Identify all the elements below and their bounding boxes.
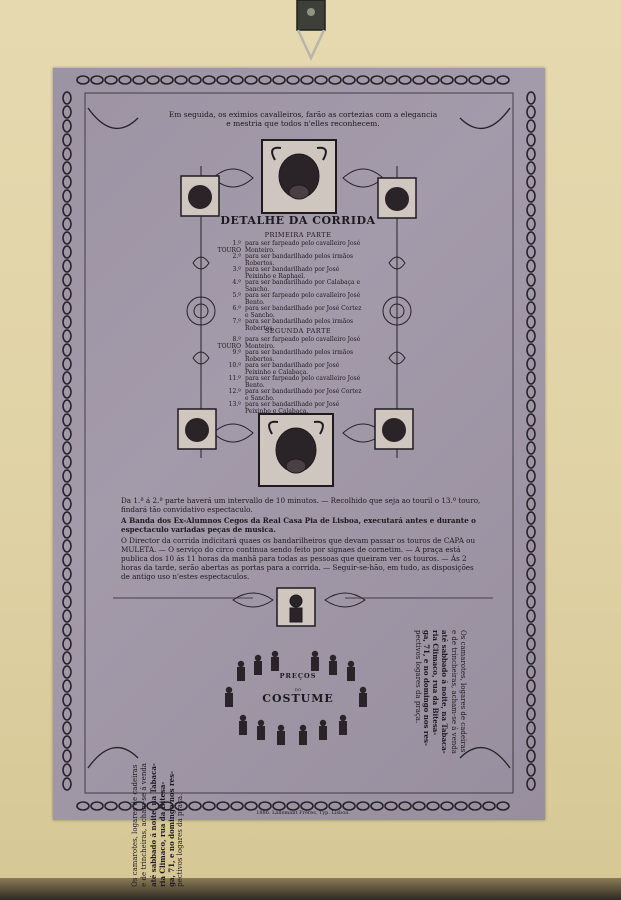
- border-loop: [63, 372, 71, 384]
- bull-assignment: para ser farpeado pelo cavalleiro José Bento.: [245, 292, 361, 306]
- border-loop: [63, 414, 71, 426]
- matador-emblem-icon: [277, 588, 315, 626]
- border-loop: [63, 526, 71, 538]
- border-loop: [527, 652, 535, 664]
- border-loop: [63, 302, 71, 314]
- printer-imprint: 1886. Lallemant Frères, Typ. Lisboa.: [256, 810, 350, 816]
- border-loop: [63, 358, 71, 370]
- border-loop: [63, 470, 71, 482]
- border-loop: [63, 596, 71, 608]
- musician-head: [255, 655, 261, 661]
- bull-number: 13.º: [228, 401, 241, 408]
- border-loop: [527, 764, 535, 776]
- bull-assignment: para ser bandarilhado por José Cortez e Sancho.: [245, 305, 362, 319]
- musician-body: [237, 667, 245, 681]
- border-loop: [427, 76, 439, 84]
- border-loop: [105, 802, 117, 810]
- ticket-info-line: pectivos logares da praça.: [414, 630, 422, 724]
- border-loop: [217, 76, 229, 84]
- musician-head: [272, 651, 278, 657]
- border-loop: [455, 76, 467, 84]
- musician-body: [239, 721, 247, 735]
- border-loop: [63, 442, 71, 454]
- border-loop: [63, 694, 71, 706]
- bull-number: 4.º: [232, 279, 241, 286]
- intro-line-2: e mestria que todos n'elles reconhecem.: [226, 119, 380, 128]
- border-loop: [259, 76, 271, 84]
- intro-text: [138, 110, 468, 128]
- musician-head: [278, 725, 284, 731]
- border-loop: [527, 680, 535, 692]
- ornamental-border: [53, 68, 545, 820]
- border-loop: [91, 76, 103, 84]
- border-loop: [63, 246, 71, 258]
- border-loop: [527, 358, 535, 370]
- border-loop: [527, 540, 535, 552]
- musician-body: [311, 657, 319, 671]
- border-loop: [527, 428, 535, 440]
- border-loop: [527, 512, 535, 524]
- border-loop: [455, 802, 467, 810]
- border-loop: [527, 204, 535, 216]
- musician-head: [320, 720, 326, 726]
- do-label: DO: [294, 687, 302, 692]
- border-loop: [63, 190, 71, 202]
- border-loop: [527, 498, 535, 510]
- border-loop: [527, 218, 535, 230]
- part-2-label: SEGUNDA PARTE: [264, 327, 332, 335]
- bull-assignment: para ser bandarilhado por José Peixinho e Calabaça.: [245, 362, 340, 376]
- musician-body: [347, 667, 355, 681]
- bull-number: 12.º: [228, 388, 241, 395]
- border-loop: [63, 316, 71, 328]
- border-loop: [527, 316, 535, 328]
- musician-body: [339, 721, 347, 735]
- border-loop: [273, 76, 285, 84]
- border-loop: [119, 76, 131, 84]
- ticket-info-line: ga, 71, e no domingo nos res-: [167, 771, 176, 887]
- bull-assignment: para ser bandarilhado pelos irmãos Robertos.: [245, 318, 354, 332]
- bull-assignment: para ser bandarilhado por Calabaça e Sancho.: [245, 279, 361, 293]
- border-loop: [63, 260, 71, 272]
- border-loop: [63, 288, 71, 300]
- border-loop: [527, 722, 535, 734]
- border-loop: [527, 190, 535, 202]
- border-loop: [527, 92, 535, 104]
- bull-number: 1.º TOURO: [217, 240, 241, 254]
- border-loop: [527, 470, 535, 482]
- musician-body: [299, 731, 307, 745]
- bull-assignment: para ser farpeado pelo cavalleiro José Monteiro.: [245, 240, 361, 254]
- bull-assignment: para ser bandarilhado por José Peixinho e Raphael.: [245, 266, 340, 280]
- ticket-info-line: até sabbado á noite, na Tabaca-: [149, 763, 158, 887]
- border-loop: [119, 802, 131, 810]
- border-loop: [527, 596, 535, 608]
- border-loop: [329, 76, 341, 84]
- musician-head: [360, 687, 366, 693]
- border-loop: [63, 736, 71, 748]
- border-loop: [63, 722, 71, 734]
- ticket-info-line: até sabbado á noite, na Tabaca-: [440, 630, 449, 754]
- musician-body: [257, 726, 265, 740]
- musician-head: [348, 661, 354, 667]
- musician-head: [258, 720, 264, 726]
- program-title: DETALHE DA CORRIDA: [220, 214, 376, 227]
- hanging-hook-icon: [292, 0, 330, 62]
- border-loop: [147, 76, 159, 84]
- border-loop: [203, 76, 215, 84]
- border-loop: [527, 442, 535, 454]
- border-loop: [189, 76, 201, 84]
- ticket-info-line: e de trincheiras, acham-se á venda: [450, 630, 458, 754]
- bull-number: 9.º: [232, 349, 241, 356]
- bull-number: 10.º: [228, 362, 241, 369]
- border-loop: [315, 76, 327, 84]
- border-loop: [63, 652, 71, 664]
- border-loop: [527, 610, 535, 622]
- border-loop: [527, 750, 535, 762]
- border-loop: [63, 498, 71, 510]
- border-loop: [441, 76, 453, 84]
- border-loop: [527, 624, 535, 636]
- border-loop: [63, 274, 71, 286]
- border-loop: [63, 162, 71, 174]
- ticket-info-line: Os camarotes, logares de cadeiras: [459, 630, 467, 753]
- border-loop: [527, 400, 535, 412]
- costume-label: COSTUME: [262, 692, 334, 705]
- border-loop: [527, 778, 535, 790]
- border-loop: [63, 400, 71, 412]
- border-loop: [527, 330, 535, 342]
- border-loop: [413, 802, 425, 810]
- border-loop: [527, 484, 535, 496]
- musician-head: [340, 715, 346, 721]
- bull-number: 5.º: [232, 292, 241, 299]
- border-loop: [63, 148, 71, 160]
- border-loop: [77, 802, 89, 810]
- border-loop: [483, 76, 495, 84]
- border-loop: [105, 76, 117, 84]
- bull-assignment: para ser bandarilhado pelos irmãos Robertos.: [245, 349, 354, 363]
- frame-bottom-edge: [0, 878, 621, 900]
- border-loop: [469, 76, 481, 84]
- border-loop: [527, 372, 535, 384]
- musician-head: [238, 661, 244, 667]
- border-loop: [63, 204, 71, 216]
- musician-body: [359, 693, 367, 707]
- bull-assignment: para ser farpeado pelo cavalleiro José Bento.: [245, 375, 361, 389]
- musician-body: [319, 726, 327, 740]
- border-loop: [527, 148, 535, 160]
- border-loop: [63, 582, 71, 594]
- part-1-label: PRIMEIRA PARTE: [264, 231, 332, 239]
- border-loop: [231, 76, 243, 84]
- border-loop: [63, 610, 71, 622]
- border-loop: [527, 554, 535, 566]
- border-loop: [63, 428, 71, 440]
- border-loop: [63, 344, 71, 356]
- border-loop: [527, 274, 535, 286]
- musician-head: [226, 687, 232, 693]
- bull-assignment: para ser farpeado pelo cavalleiro José Monteiro.: [245, 336, 361, 350]
- border-loop: [527, 120, 535, 132]
- border-loop: [161, 76, 173, 84]
- border-loop: [527, 708, 535, 720]
- musician-body: [277, 731, 285, 745]
- border-loop: [63, 176, 71, 188]
- border-loop: [527, 260, 535, 272]
- border-loop: [63, 120, 71, 132]
- bull-number: 2.º: [232, 253, 241, 260]
- border-loop: [527, 582, 535, 594]
- border-loop: [63, 778, 71, 790]
- border-loop: [371, 76, 383, 84]
- border-loop: [497, 76, 509, 84]
- intermission-paragraph: Da 1.ª á 2.ª parte haverá um intervallo de 10 minutos. — Recolhido que seja ao touril o 13.º touro, findará tão convidativo espectaculo.: [121, 496, 481, 514]
- bull-assignment: para ser bandarilhado pelos irmãos Robertos.: [245, 253, 354, 267]
- border-loop: [301, 76, 313, 84]
- ticket-info-line: ga, 71, e no domingo nos res-: [422, 630, 431, 746]
- ticket-info-line: ria Climaco, rua da Bitesa-: [158, 781, 167, 887]
- border-loop: [63, 484, 71, 496]
- border-loop: [527, 246, 535, 258]
- border-loop: [527, 386, 535, 398]
- ticket-info-left: [131, 763, 185, 887]
- border-loop: [527, 302, 535, 314]
- border-loop: [357, 76, 369, 84]
- border-loop: [527, 414, 535, 426]
- border-loop: [527, 162, 535, 174]
- border-loop: [63, 666, 71, 678]
- musician-body: [225, 693, 233, 707]
- ticket-info-line: Os camarotes, logares de cadeiras: [131, 764, 139, 887]
- border-loop: [91, 802, 103, 810]
- ticket-info-line: e de trincheiras, acham-se á venda: [140, 763, 148, 887]
- border-loop: [497, 802, 509, 810]
- border-loop: [413, 76, 425, 84]
- musician-body: [271, 657, 279, 671]
- bull-assignment: para ser bandarilhado por José Cortez e Sancho.: [245, 388, 362, 402]
- border-loop: [63, 134, 71, 146]
- bull-number: 3.º: [232, 266, 241, 273]
- border-loop: [63, 92, 71, 104]
- border-loop: [527, 736, 535, 748]
- border-loop: [63, 624, 71, 636]
- border-loop: [343, 76, 355, 84]
- border-loop: [133, 76, 145, 84]
- precos-label: PREÇOS: [279, 672, 317, 680]
- border-loop: [527, 232, 535, 244]
- border-loop: [287, 76, 299, 84]
- border-loop: [527, 134, 535, 146]
- border-loop: [527, 344, 535, 356]
- border-loop: [527, 694, 535, 706]
- border-loop: [483, 802, 495, 810]
- musician-head: [330, 655, 336, 661]
- border-loop: [63, 750, 71, 762]
- border-loop: [527, 568, 535, 580]
- border-loop: [63, 638, 71, 650]
- ticket-info-line: pectivos logares da praça.: [176, 793, 184, 887]
- musician-head: [300, 725, 306, 731]
- band-paragraph: A Banda dos Ex-Alumnos Cegos da Real Casa Pia de Lisboa, executará antes e durante o espectaculo variadas peças de musica.: [121, 516, 476, 534]
- border-loop: [527, 638, 535, 650]
- bull-assignment: para ser bandarilhado por José Peixinho e Calabaça.: [245, 401, 340, 415]
- border-loop: [63, 512, 71, 524]
- border-loop: [441, 802, 453, 810]
- border-loop: [63, 764, 71, 776]
- bull-number: 11.º: [228, 375, 241, 382]
- border-loop: [63, 680, 71, 692]
- border-loop: [399, 76, 411, 84]
- ticket-info-line: ria Climaco, rua da Bitesa-: [431, 630, 440, 736]
- ticket-info-right: [413, 630, 467, 754]
- border-loop: [427, 802, 439, 810]
- border-loop: [77, 76, 89, 84]
- border-loop: [385, 76, 397, 84]
- border-loop: [63, 568, 71, 580]
- border-loop: [245, 76, 257, 84]
- border-loop: [527, 666, 535, 678]
- border-loop: [527, 456, 535, 468]
- bull-number: 8.º TOURO: [217, 336, 241, 350]
- bull-number: 7.º: [232, 318, 241, 325]
- musician-head: [240, 715, 246, 721]
- border-loop: [527, 176, 535, 188]
- border-loop: [527, 526, 535, 538]
- border-loop: [63, 218, 71, 230]
- border-loop: [63, 708, 71, 720]
- border-loop: [63, 456, 71, 468]
- border-loop: [63, 232, 71, 244]
- border-loop: [63, 106, 71, 118]
- border-loop: [527, 106, 535, 118]
- bull-number: 6.º: [232, 305, 241, 312]
- intro-line-1: Em seguida, os eximios cavalleiros, farão as cortezias com a elegancia: [168, 110, 438, 119]
- musician-head: [312, 651, 318, 657]
- border-loop: [63, 386, 71, 398]
- border-loop: [469, 802, 481, 810]
- rules-paragraph: O Director da corrida indicitará quaes os bandarilheiros que devam passar os touros de CAPA ou MULETA. — O serviço do circo continua sendo feito por signaes de cornetim. — A praça está publica dos 10 ás 11 horas da manhã para todas as pessoas que queiram ver os touros. — Ás 2 horas da tarde, serão abertas as portas para a corrida. — Seguir-se-hão, em tudo, as disposições de antigo uso n'estes espectaculos.: [121, 536, 476, 581]
- border-loop: [175, 76, 187, 84]
- border-loop: [527, 288, 535, 300]
- border-loop: [63, 554, 71, 566]
- border-loop: [63, 540, 71, 552]
- border-loop: [189, 802, 201, 810]
- border-loop: [63, 330, 71, 342]
- bull-head-icon: [259, 414, 333, 486]
- bull-head-icon: [262, 140, 336, 213]
- bullfight-poster: [53, 68, 545, 887]
